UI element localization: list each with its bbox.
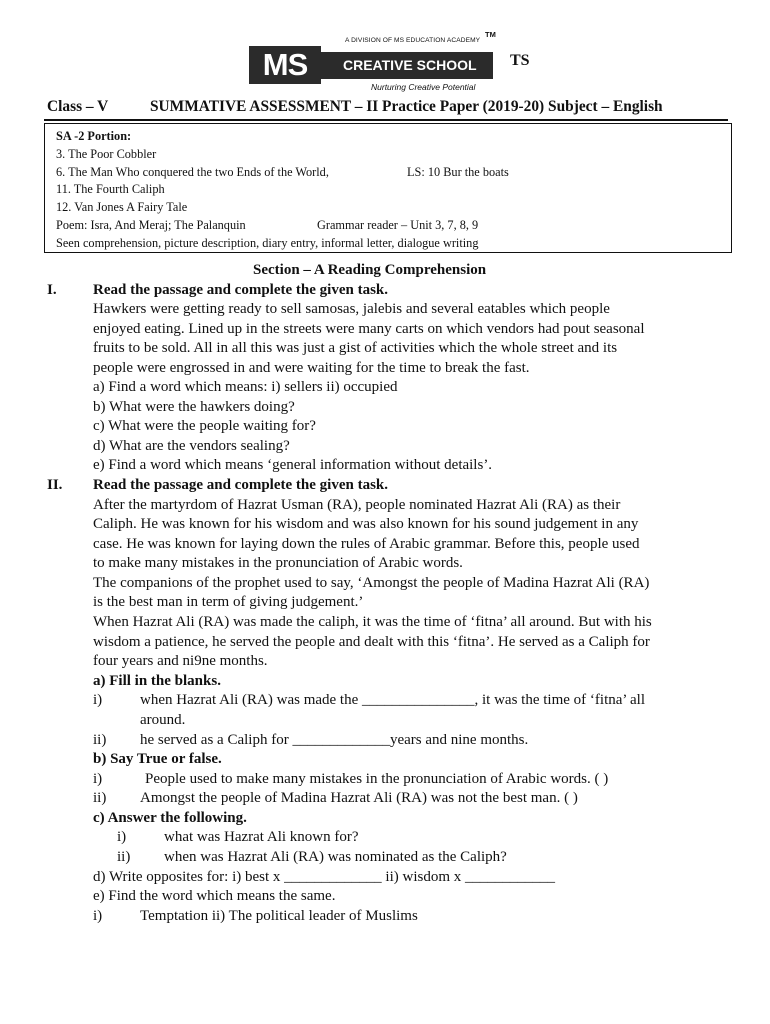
item-number: i) xyxy=(93,692,103,708)
portion-line: Poem: Isra, And Meraj; The Palanquin xyxy=(56,218,246,232)
subquestion-heading: c) Answer the following. xyxy=(93,810,247,826)
passage-line: fruits to be sold. All in all this was just a gist of activities which the whole street and its xyxy=(93,340,618,356)
question-item: e) Find a word which means ‘general information without details’. xyxy=(93,457,493,473)
portion-line: Grammar reader – Unit 3, 7, 8, 9 xyxy=(317,218,479,232)
item-number: i) xyxy=(93,908,103,924)
subquestion-heading: a) Fill in the blanks. xyxy=(93,673,221,689)
title-row xyxy=(47,98,663,116)
item-number: ii) xyxy=(93,732,107,748)
subquestion-heading: b) Say True or false. xyxy=(93,751,222,767)
true-false-item: Amongst the people of Madina Hazrat Ali (RA) was not the best man. ( ) xyxy=(140,790,578,806)
synonym-item: Temptation ii) The political leader of Muslims xyxy=(140,908,418,924)
passage-line: four years and ni9ne months. xyxy=(93,653,268,669)
passage-line: is the best man in term of giving judgement.’ xyxy=(93,594,364,610)
page-title: SUMMATIVE ASSESSMENT – II Practice Paper (2019-20) Subject – English xyxy=(150,98,663,115)
passage-line: to make many mistakes in the pronunciation of Arabic words. xyxy=(93,555,463,571)
item-number: ii) xyxy=(117,849,131,865)
portion-box xyxy=(44,123,732,253)
question-item: a) Find a word which means: i) sellers ii) occupied xyxy=(93,379,398,395)
portion-line: 11. The Fourth Caliph xyxy=(56,182,165,196)
question-item: c) What were the people waiting for? xyxy=(93,418,316,434)
passage-line: After the martyrdom of Hazrat Usman (RA), people nominated Hazrat Ali (RA) as their xyxy=(93,497,621,513)
item-number: i) xyxy=(93,771,103,787)
passage-line: When Hazrat Ali (RA) was made the caliph, it was the time of ‘fitna’ all around. But with his xyxy=(93,614,652,630)
passage-line: people were engrossed in and were waiting for the time to break the fast. xyxy=(93,360,530,376)
question-item: d) What are the vendors sealing? xyxy=(93,438,290,454)
question-item: b) What were the hawkers doing? xyxy=(93,399,295,415)
question-item: e) Find the word which means the same. xyxy=(93,888,336,904)
logo-ms-mark: MS xyxy=(249,46,321,84)
school-logo xyxy=(249,32,497,96)
question-instruction: Read the passage and complete the given task. xyxy=(93,282,388,298)
passage-line: Hawkers were getting ready to sell samosas, jalebis and several eatables which people xyxy=(93,301,610,317)
question-number: I. xyxy=(47,282,57,298)
passage-line: wisdom a patience, he served the people and dealt with this ‘fitna’. He served as a Caliph for xyxy=(93,634,650,650)
class-label: Class – V xyxy=(47,98,109,115)
fill-blank-item: when Hazrat Ali (RA) was made the _______________, it was the time of ‘fitna’ all xyxy=(140,692,646,708)
question-instruction: Read the passage and complete the given task. xyxy=(93,477,388,493)
answer-item: when was Hazrat Ali (RA) was nominated as the Caliph? xyxy=(164,849,507,865)
item-number: ii) xyxy=(93,790,107,806)
portion-line: 3. The Poor Cobbler xyxy=(56,147,157,161)
title-underline xyxy=(44,119,728,121)
question-item: d) Write opposites for: i) best x _____________ ii) wisdom x ____________ xyxy=(93,869,556,885)
passage-line: Caliph. He was known for his wisdom and was also known for his sound judgement in any xyxy=(93,516,639,532)
passage-line: case. He was known for laying down the rules of Arabic grammar. Before this, people used xyxy=(93,536,640,552)
portion-line: 12. Van Jones A Fairy Tale xyxy=(56,200,188,214)
ts-label: TS xyxy=(510,52,530,69)
passage-line: enjoyed eating. Lined up in the streets were many carts on which vendors had pout seasonal xyxy=(93,321,645,337)
passage-line: The companions of the prophet used to say, ‘Amongst the people of Madina Hazrat Ali (RA) xyxy=(93,575,650,591)
portion-line: LS: 10 Bur the boats xyxy=(407,165,509,179)
logo-school-name: CREATIVE SCHOOL xyxy=(343,57,477,73)
logo-tagline: Nurturing Creative Potential xyxy=(371,82,476,92)
trademark-symbol: TM xyxy=(485,30,496,39)
logo-division-text: A DIVISION OF MS EDUCATION ACADEMY xyxy=(345,37,481,44)
question-number: II. xyxy=(47,477,63,493)
portion-line: Seen comprehension, picture description, diary entry, informal letter, dialogue writing xyxy=(56,236,479,250)
answer-item: what was Hazrat Ali known for? xyxy=(164,829,359,845)
portion-line: 6. The Man Who conquered the two Ends of the World, xyxy=(56,165,329,179)
fill-blank-item: he served as a Caliph for _____________years and nine months. xyxy=(140,732,529,748)
portion-heading: SA -2 Portion: xyxy=(56,129,132,143)
fill-blank-item: around. xyxy=(140,712,186,728)
section-heading: Section – A Reading Comprehension xyxy=(253,262,487,278)
true-false-item: People used to make many mistakes in the pronunciation of Arabic words. ( ) xyxy=(145,771,609,787)
item-number: i) xyxy=(117,829,127,845)
